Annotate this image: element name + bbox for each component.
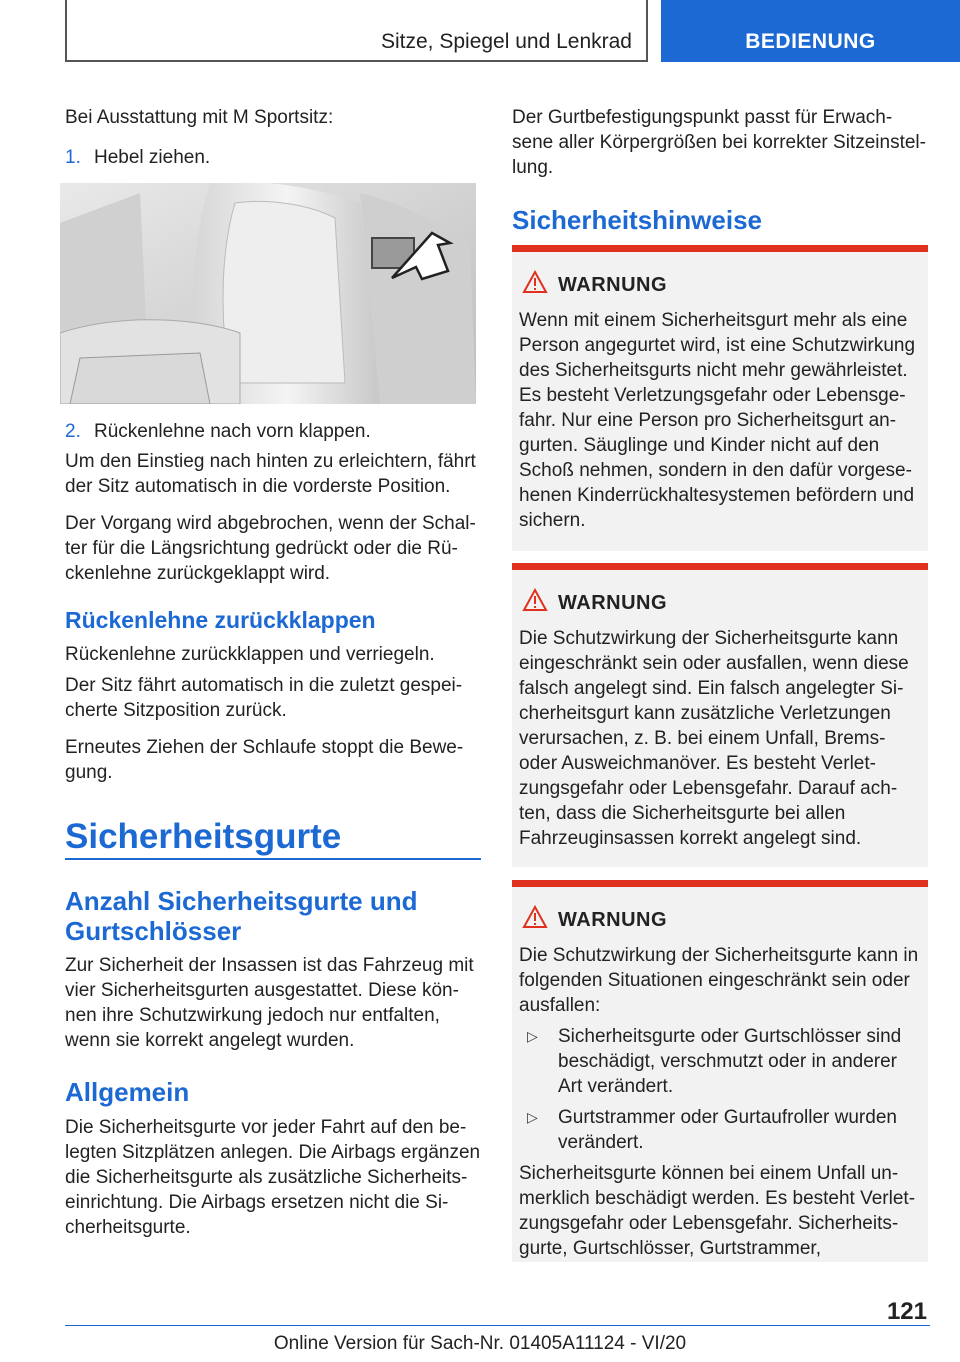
- warning-text: [519, 943, 922, 1261]
- text-line: gurte, Gurtschlösser, Gurtstrammer,: [519, 1238, 821, 1259]
- step-text: Rückenlehne nach vorn klappen.: [94, 421, 371, 442]
- text-line: ter für die Längsrichtung gedrückt oder die Rü-: [65, 538, 458, 559]
- text-line: nen ihre Schutzwirkung jedoch nur entfalten,: [65, 1005, 440, 1026]
- text-line: Es besteht Verletzungsgefahr oder Lebensge-: [519, 385, 906, 406]
- text-line: Der Gurtbefestigungspunkt passt für Erwach-: [512, 107, 893, 128]
- stop-paragraph: [65, 735, 485, 785]
- warning-box-3: [512, 880, 928, 1262]
- text-line: sene aller Körpergrößen bei korrekter Sitzeinstel-: [512, 132, 926, 153]
- text-line: Der Sitz fährt automatisch in die zuletzt gespei-: [65, 675, 463, 696]
- text-line: des Sicherheitsgurts nicht mehr gewährleistet.: [519, 360, 908, 381]
- text-line: Die Schutzwirkung der Sicherheitsgurte kann in: [519, 945, 919, 966]
- heading-backrest: Rückenlehne zurückklappen: [65, 607, 376, 633]
- text-line: Gurtstrammer oder Gurtaufroller wurden: [558, 1107, 897, 1128]
- backrest-text: Rückenlehne zurückklappen und verriegeln.: [65, 644, 435, 665]
- intro-text: Bei Ausstattung mit M Sportsitz:: [65, 107, 334, 128]
- entry-paragraph: [65, 449, 485, 499]
- heading-line: Anzahl Sicherheitsgurte und: [65, 886, 418, 916]
- heading-seatbelts: Sicherheitsgurte: [65, 817, 342, 856]
- warning-box-2: [512, 563, 928, 867]
- warning-tail: [519, 1161, 922, 1261]
- text-line: Fahrzeuginsassen korrekt angelegt sind.: [519, 828, 862, 849]
- text-line: beschädigt, verschmutzt oder in anderer: [558, 1051, 898, 1072]
- text-line: Um den Einstieg nach hinten zu erleichtern, fährt: [65, 451, 476, 472]
- step-1: [65, 145, 210, 170]
- text-line: Sicherheitsgurte können bei einem Unfall un-: [519, 1163, 899, 1184]
- text-line: wenn sie korrekt angelegt wurden.: [65, 1030, 355, 1051]
- text-line: ten, dass die Sicherheitsgurte bei allen: [519, 803, 846, 824]
- warning-triangle-icon: [522, 905, 548, 929]
- footer-rule: [65, 1325, 930, 1326]
- heading-rule: [65, 858, 481, 860]
- text-line: fahr. Nur eine Person pro Sicherheitsgurt an-: [519, 410, 897, 431]
- warning-label: WARNUNG: [558, 909, 668, 931]
- step-number: 2.: [65, 421, 81, 442]
- list-item: [527, 1024, 922, 1099]
- warning-text: [519, 626, 922, 851]
- general-paragraph: [65, 1115, 485, 1240]
- text-line: sichern.: [519, 510, 586, 531]
- text-line: gurten. Säuglinge und Kinder nicht auf den: [519, 435, 880, 456]
- text-line: die Sicherheitsgurte als zusätzliche Sicherheits-: [65, 1167, 468, 1188]
- text-line: Die Schutzwirkung der Sicherheitsgurte kann: [519, 628, 899, 649]
- text-line: ckenlehne zurückgeklappt wird.: [65, 563, 331, 584]
- text-line: der Sitz automatisch in die vorderste Position.: [65, 476, 451, 497]
- seat-illustration: [60, 183, 476, 404]
- step-text: Hebel ziehen.: [94, 147, 211, 168]
- text-line: zungsgefahr oder Lebensgefahr. Sicherheits-: [519, 1213, 899, 1234]
- chapter-tab: [65, 0, 648, 62]
- chapter-title: Sitze, Spiegel und Lenkrad: [380, 30, 632, 53]
- heading-safety: Sicherheitshinweise: [512, 205, 762, 235]
- section-title: BEDIENUNG: [745, 30, 876, 53]
- text-line: lung.: [512, 157, 554, 178]
- warning-triangle-icon: [522, 270, 548, 294]
- backrest-paragraph: [65, 673, 485, 723]
- seat-lever-photo: [60, 183, 476, 404]
- text-line: Zur Sicherheit der Insassen ist das Fahrzeug mit: [65, 955, 474, 976]
- text-line: zungsgefahr oder Lebensgefahr. Darauf ach-: [519, 778, 898, 799]
- heading-line: Gurtschlösser: [65, 916, 242, 946]
- text-line: cherheitsgurt kann zusätzliche Verletzungen: [519, 703, 891, 724]
- text-line: cherheitsgurte.: [65, 1217, 191, 1238]
- bullet-triangle-icon: ▷: [527, 1028, 538, 1044]
- section-tab: [661, 0, 960, 62]
- step-2: [65, 419, 371, 444]
- text-line: Art verändert.: [558, 1076, 674, 1097]
- belt-count-paragraph: [65, 953, 485, 1053]
- warning-label: WARNUNG: [558, 592, 668, 614]
- warning-triangle-icon: [522, 588, 548, 612]
- warning-text: [519, 308, 922, 533]
- text-line: henen Kinderrückhaltesystemen befördern und: [519, 485, 915, 506]
- page-number: 121: [886, 1298, 927, 1325]
- text-line: ausfallen:: [519, 995, 601, 1016]
- anchor-paragraph: [512, 105, 942, 180]
- text-line: falsch angelegt sind. Ein falsch angelegter Si-: [519, 678, 904, 699]
- bullet-triangle-icon: ▷: [527, 1109, 538, 1125]
- text-line: gung.: [65, 762, 113, 783]
- text-line: legten Sitzplätzen anlegen. Die Airbags ergänzen: [65, 1142, 481, 1163]
- footer-online-version: Online Version für Sach-Nr. 01405A11124 - VI/20: [273, 1333, 687, 1354]
- heading-belt-count: [65, 886, 418, 946]
- text-line: Person angegurtet wird, ist eine Schutzwirkung: [519, 335, 916, 356]
- warning-label: WARNUNG: [558, 274, 668, 296]
- text-line: folgenden Situationen eingeschränkt sein oder: [519, 970, 910, 991]
- text-line: verändert.: [558, 1132, 644, 1153]
- heading-general: Allgemein: [65, 1077, 190, 1107]
- text-line: oder Ausweichmanöver. Es besteht Verlet-: [519, 753, 876, 774]
- text-line: eingeschränkt sein oder ausfallen, wenn diese: [519, 653, 909, 674]
- step-number: 1.: [65, 147, 81, 168]
- list-item: [527, 1105, 922, 1155]
- text-line: Wenn mit einem Sicherheitsgurt mehr als eine: [519, 310, 908, 331]
- text-line: einrichtung. Die Airbags ersetzen nicht die Si-: [65, 1192, 449, 1213]
- text-line: vier Sicherheitsgurten ausgestattet. Diese kön-: [65, 980, 459, 1001]
- text-line: verursachen, z. B. bei einem Unfall, Brems-: [519, 728, 886, 749]
- warning-box-1: [512, 245, 928, 551]
- abort-paragraph: [65, 511, 485, 586]
- text-line: Die Sicherheitsgurte vor jeder Fahrt auf den be-: [65, 1117, 467, 1138]
- text-line: cherte Sitzposition zurück.: [65, 700, 287, 721]
- text-line: Sicherheitsgurte oder Gurtschlösser sind: [558, 1026, 902, 1047]
- text-line: Der Vorgang wird abgebrochen, wenn der Schal-: [65, 513, 476, 534]
- text-line: merklich beschädigt werden. Es besteht Verlet-: [519, 1188, 916, 1209]
- text-line: Erneutes Ziehen der Schlaufe stoppt die Bewe-: [65, 737, 464, 758]
- text-line: Schoß nehmen, sondern in den dafür vorgese-: [519, 460, 912, 481]
